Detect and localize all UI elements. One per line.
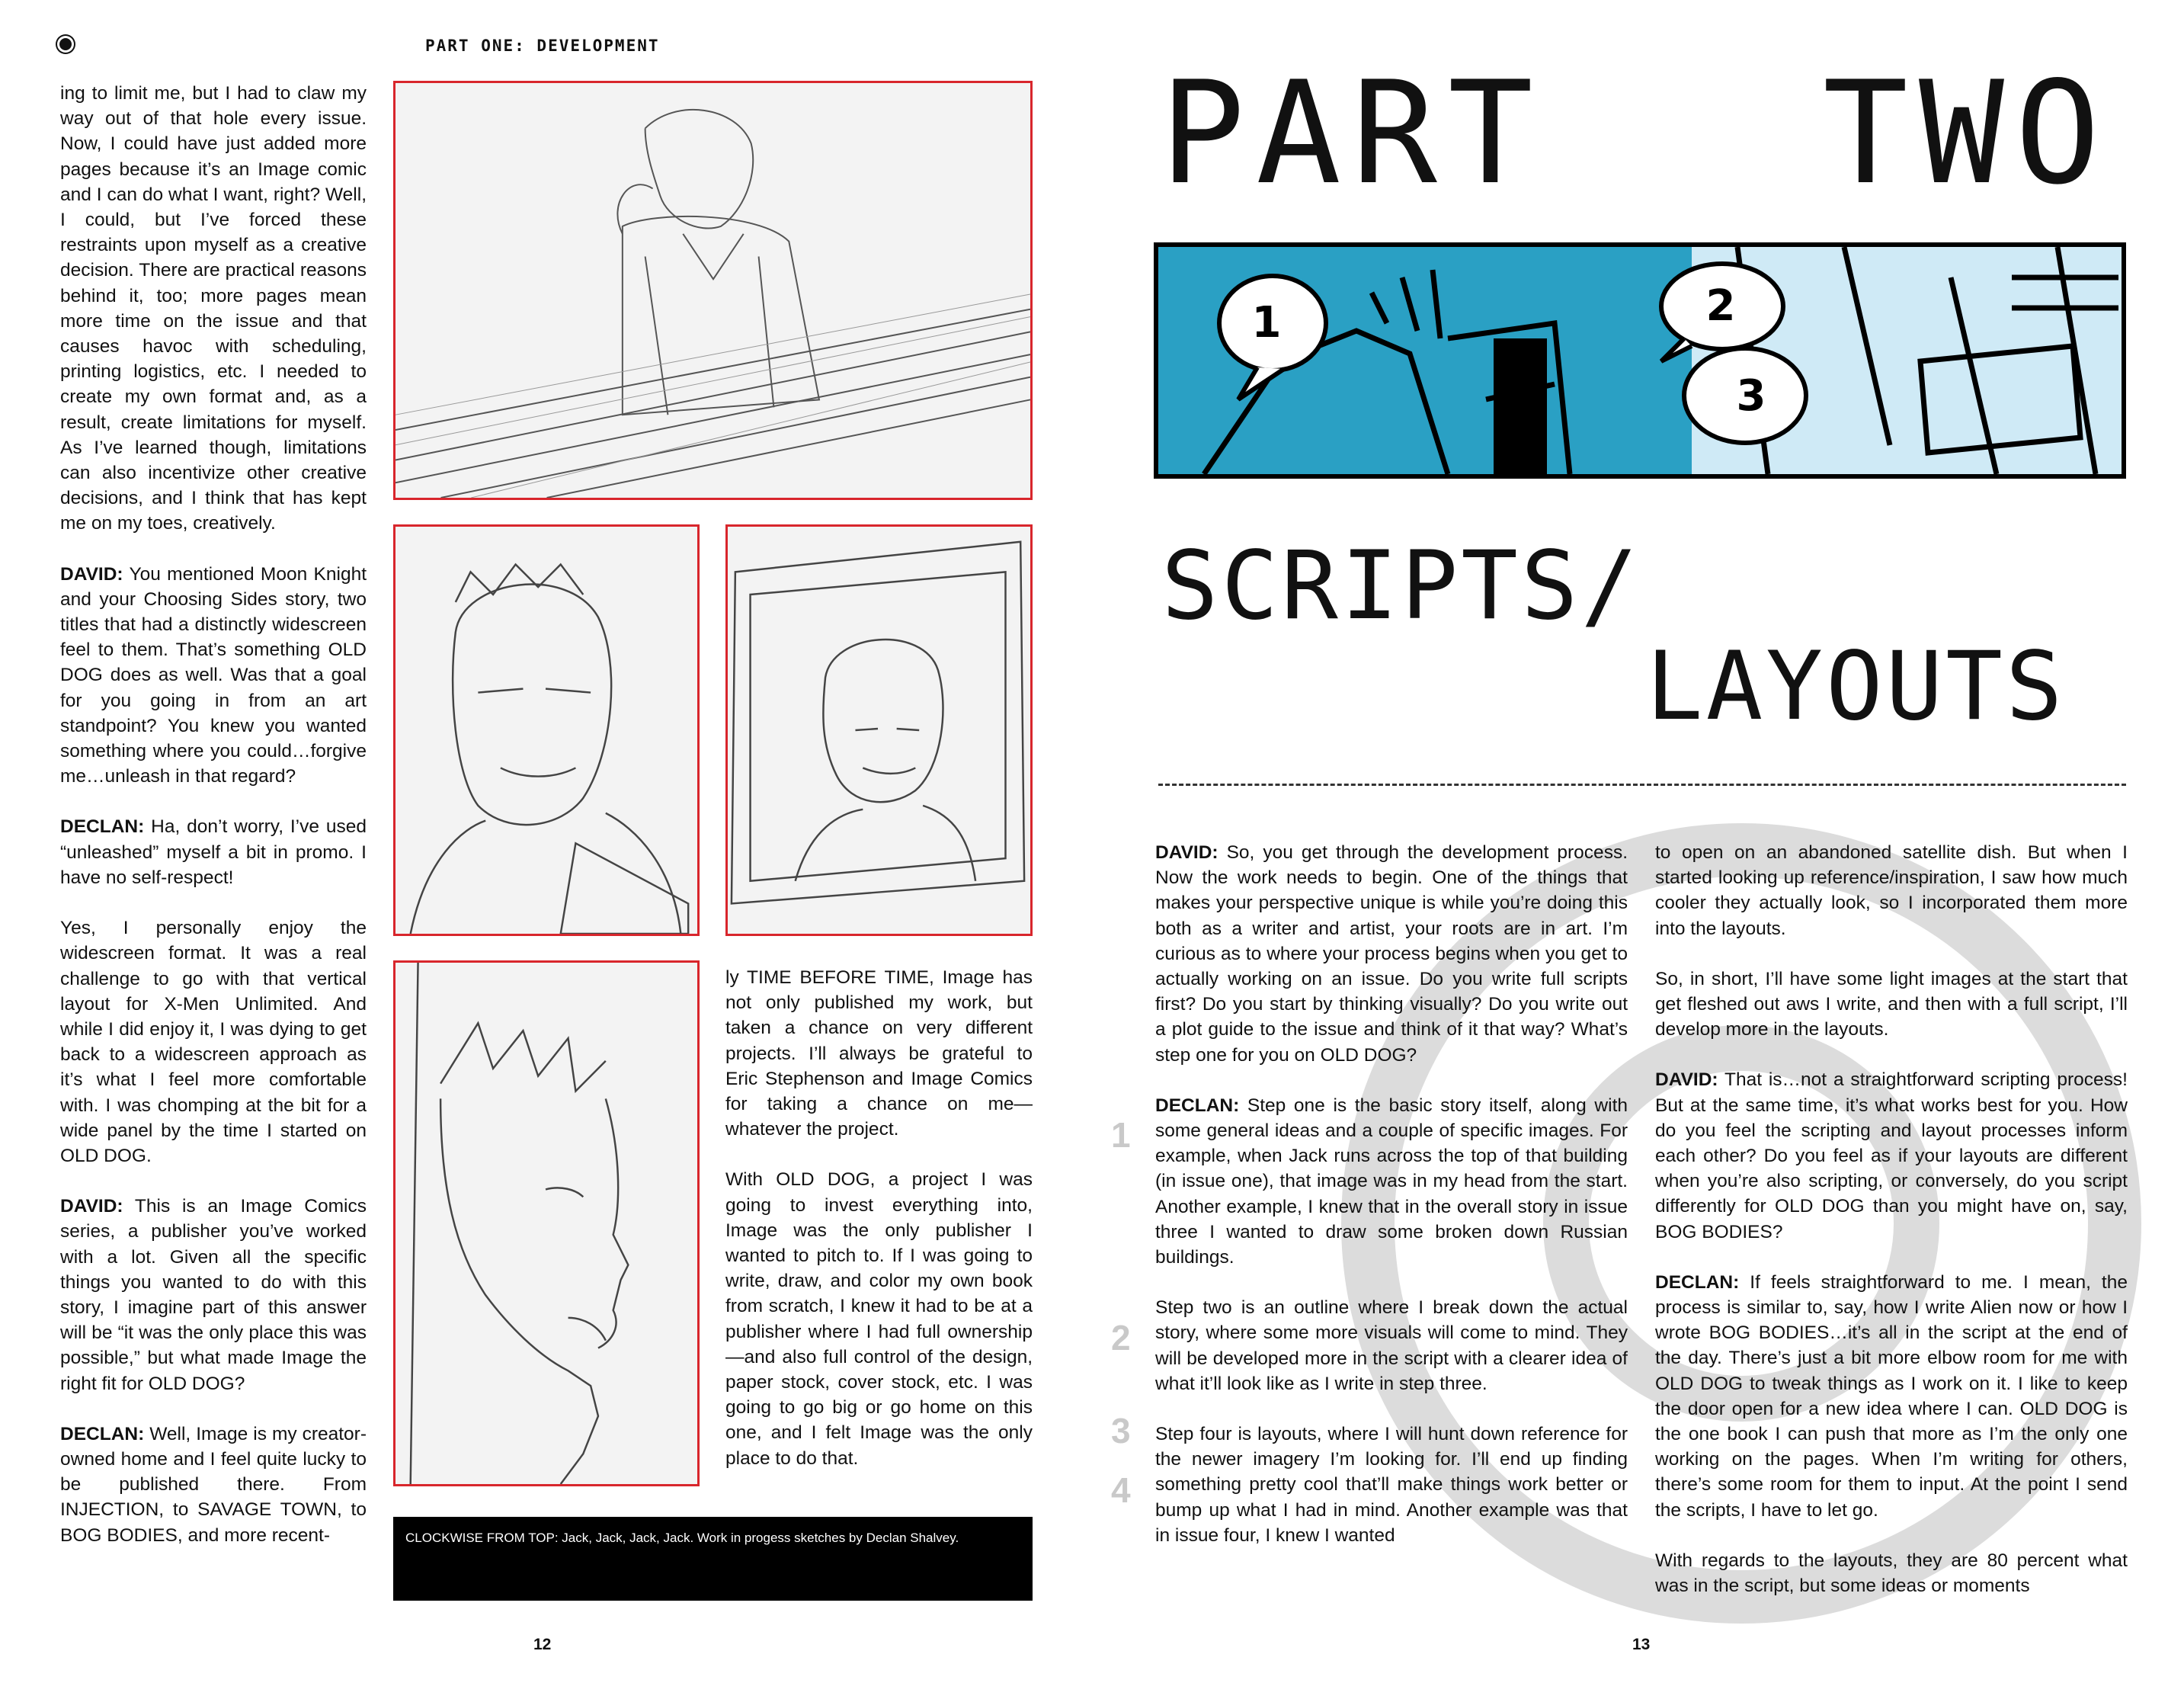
paragraph: Step four is layouts, where I will hunt down reference for the newer imagery I’m looking for. I’ll end up finding something pretty cool that’ll make things work better or bump up what I had in mind. Another example was that in issue four, I knew I wanted bbox=[1155, 1424, 1628, 1546]
pencil-sketch-jack-face bbox=[395, 527, 697, 934]
image-caption: CLOCKWISE FROM TOP: Jack, Jack, Jack, Jack. Work in progess sketches by Declan Shalvey. bbox=[393, 1517, 1033, 1601]
paragraph: Step two is an outline where I break down the actual story, where some more visuals will come to mind. They will be developed more in the script with a clearer idea of what it’ll look like as I write in step three. bbox=[1155, 1297, 1628, 1394]
left-column-2 bbox=[725, 965, 1033, 1496]
sketch-frame-middle-right bbox=[725, 524, 1033, 936]
sketch-frame-middle-left bbox=[393, 524, 700, 936]
title-part: PART bbox=[1160, 50, 1544, 216]
step-number: 2 bbox=[1111, 1318, 1131, 1358]
paragraph: ing to limit me, but I had to claw my way out of that hole every issue. Now, I could have just added more pages because it’s an Image comic and I can do what I want, right? Well, I could, but I’ve forced these restraints upon myself as a creative decision. There are practical reasons behind it, too; more pages mean more time on the issue and that causes havoc with scheduling, printing logistics, etc. I needed to create my own format and, as a result, create limitations for myself. As I’ve learned though, limitations can also incentivize other creative decisions, and I think that has kept me on my toes, creatively. bbox=[60, 83, 367, 534]
paragraph: DECLAN: If feels straightforward to me. I mean, the process is similar to, say, how I write Alien now or how I wrote BOG BODIES…it’s all in the script at the end of the day. There’s just a bit more elbow room for me with OLD DOG to tweak things as I work on it. I like to keep the door open for a new idea where I can. OLD DOG is the one book I can push that more as I’m the only one working on the pages. When I’m writing for others, there’s some room for them to input. At the point I send the scripts, I have to let go. bbox=[1655, 1271, 2128, 1521]
page-number-left: 12 bbox=[533, 1636, 552, 1653]
paragraph: With OLD DOG, a project I was going to invest everything into, Image was the only publisher I wanted to pitch to. If I was going to write, draw, and color my own book from scratch, I knew it had to be at a publisher where I had full ownership—and also full control of the design, paper stock, cover stock, etc. I was going to go big or go home on this one, and I felt Image was the only place to do that. bbox=[725, 1169, 1033, 1469]
step-number: 3 bbox=[1111, 1411, 1131, 1451]
page-marker-icon bbox=[59, 38, 72, 50]
step-number: 4 bbox=[1111, 1470, 1131, 1510]
paragraph: to open on an abandoned satellite dish. But when I started looking up reference/inspiration, I saw how much cooler they actually look, so I incorporated them more into the layouts. bbox=[1655, 842, 2128, 939]
paragraph: DAVID: This is an Image Comics series, a publisher you’ve worked with a lot. Given all the specific things you wanted to do with this story, I imagine part of this answer will be “it was the only place this was possible,” but what made Image the right fit for OLD DOG? bbox=[60, 1196, 367, 1394]
running-head: PART ONE: DEVELOPMENT bbox=[425, 37, 660, 55]
subtitle-line-2: LAYOUTS bbox=[1646, 632, 2066, 742]
paragraph: DECLAN: Well, Image is my creator-owned home and I feel quite lucky to be published there. From INJECTION, to SAVAGE TOWN, to BOG BODIES, and more recent- bbox=[60, 1423, 367, 1546]
pencil-sketch-jack-in-frame bbox=[728, 527, 1030, 934]
title-two: TWO bbox=[1823, 50, 2111, 216]
paragraph: With regards to the layouts, they are 80 percent what was in the script, but some ideas or moments bbox=[1655, 1550, 2128, 1597]
comic-panel-banner bbox=[1154, 242, 2126, 479]
paragraph: DECLAN: Step one is the basic story itself, along with some general ideas and a couple of specific images. For example, when Jack runs across the top of that building (in issue one), that image was in my head from the start. Another example, I knew that in the overall story in issue three I wanted to draw some broken down Russian buildings. bbox=[1155, 1095, 1628, 1268]
paragraph: DAVID: So, you get through the development process. Now the work needs to begin. One of the things that makes your perspective unique is while you’re doing this both as a writer and artist, your roots are in art. I’m curious as to where your process begins when you get to actually working on an issue. Do you write full scripts first? Do you start by thinking visually? Do you write out a plot guide to the issue and think of it that way? What’s step one for you on OLD DOG? bbox=[1155, 842, 1628, 1066]
pencil-sketch-jack-profile bbox=[395, 963, 697, 1484]
balloon-number: 2 bbox=[1705, 281, 1736, 331]
step-number: 1 bbox=[1111, 1115, 1131, 1155]
paragraph: DAVID: You mentioned Moon Knight and your Choosing Sides story, two titles that had a distinctly widescreen feel to them. That’s something OLD DOG does as well. Was that a goal for you going in from an art standpoint? You knew you wanted something where you could…forgive me…unleash in that regard? bbox=[60, 563, 367, 787]
balloon-number: 1 bbox=[1251, 298, 1282, 348]
sketch-frame-top bbox=[393, 81, 1033, 500]
paragraph: Yes, I personally enjoy the widescreen format. It was a real challenge to go with that vertical layout for X-Men Unlimited. And while I did enjoy it, I was dying to get back to a widescreen approach as it’s what I feel more comfortable with. I was chomping at the bit for a wide panel by the time I started on OLD DOG. bbox=[60, 918, 367, 1166]
sketch-frame-bottom-left bbox=[393, 960, 700, 1486]
comic-panel-art bbox=[1158, 247, 2122, 474]
paragraph: So, in short, I’ll have some light images at the start that get fleshed out aws I write, and then with a full script, I’ll develop more in the layouts. bbox=[1655, 968, 2128, 1040]
left-column-1 bbox=[60, 81, 367, 1573]
subtitle-line-1: SCRIPTS/ bbox=[1161, 531, 1641, 641]
pencil-sketch-jack-on-ledge bbox=[395, 83, 1030, 498]
dashed-divider bbox=[1158, 784, 2126, 786]
right-column-1 bbox=[1155, 840, 1628, 1573]
paragraph: DAVID: That is…not a straightforward scripting process! But at the same time, it’s what works best for you. How do you feel the scripting and layout processes inform each other? Do you feel as if your layouts are different when you’re also scripting, or conversely, do you script differently for OLD DOG than you might have on, say, BOG BODIES? bbox=[1655, 1069, 2128, 1242]
paragraph: ly TIME BEFORE TIME, Image has not only published my work, but taken a chance on very different projects. I’ll always be grateful to Eric Stephenson and Image Comics for taking a chance on me—whatever the project. bbox=[725, 967, 1033, 1140]
right-column-2 bbox=[1655, 840, 2128, 1624]
paragraph: DECLAN: Ha, don’t worry, I’ve used “unleashed” myself a bit in promo. I have no self-respect! bbox=[60, 816, 367, 888]
balloon-number: 3 bbox=[1736, 371, 1766, 421]
page-number-right: 13 bbox=[1632, 1636, 1651, 1653]
